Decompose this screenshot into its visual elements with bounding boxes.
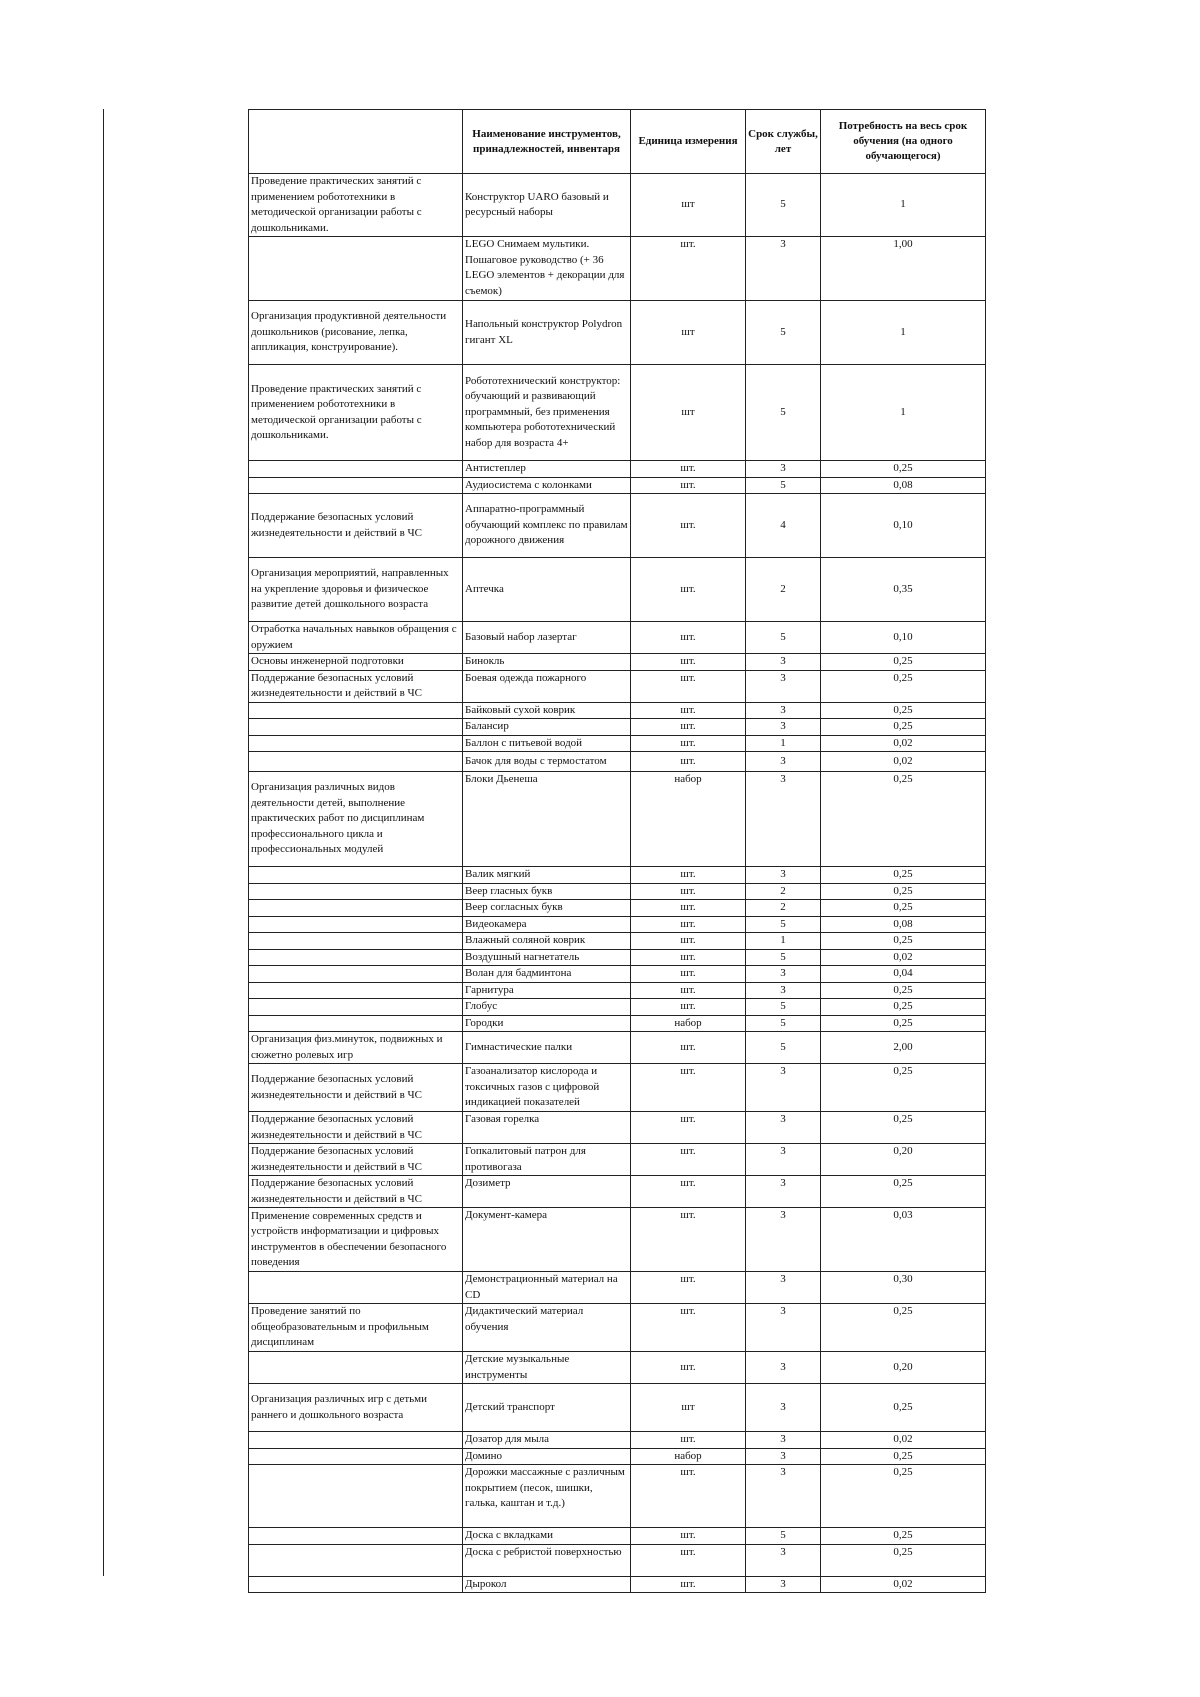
cell-need: 0,25 (821, 999, 986, 1016)
header-unit: Единица измерения (631, 110, 746, 174)
table-row (249, 1144, 986, 1176)
cell-name: Бинокль (463, 654, 631, 671)
cell-name: Воздушный нагнетатель (463, 949, 631, 966)
cell-need: 0,08 (821, 477, 986, 494)
cell-need: 0,35 (821, 558, 986, 622)
cell-name: Влажный соляной коврик (463, 933, 631, 950)
cell-unit: шт. (631, 949, 746, 966)
cell-life: 5 (746, 174, 821, 237)
table-row (249, 670, 986, 702)
cell-life: 5 (746, 999, 821, 1016)
cell-activity (249, 752, 463, 772)
table-row (249, 622, 986, 654)
cell-activity (249, 916, 463, 933)
cell-need: 0,08 (821, 916, 986, 933)
cell-life: 3 (746, 1432, 821, 1449)
cell-life: 3 (746, 1448, 821, 1465)
cell-name: Конструктор UARO базовый и ресурсный наборы (463, 174, 631, 237)
cell-activity: Поддержание безопасных условий жизнедеятельности и действий в ЧС (249, 1064, 463, 1112)
cell-life: 3 (746, 1144, 821, 1176)
cell-need: 0,25 (821, 1544, 986, 1576)
cell-need: 0,20 (821, 1144, 986, 1176)
cell-life: 3 (746, 1576, 821, 1593)
cell-activity (249, 949, 463, 966)
cell-name: Дырокол (463, 1576, 631, 1593)
cell-need: 0,02 (821, 1576, 986, 1593)
cell-unit: шт. (631, 558, 746, 622)
cell-name: Блоки Дьенеша (463, 772, 631, 867)
cell-unit: шт. (631, 1465, 746, 1528)
header-activity (249, 110, 463, 174)
table-row (249, 461, 986, 478)
cell-name: Доска с ребристой поверхностью (463, 1544, 631, 1576)
cell-name: Баллон с питьевой водой (463, 735, 631, 752)
cell-life: 5 (746, 1015, 821, 1032)
cell-need: 0,25 (821, 1384, 986, 1432)
cell-unit: шт. (631, 1064, 746, 1112)
cell-activity: Организация продуктивной деятельности дошкольников (рисование, лепка, аппликация, конструирование). (249, 301, 463, 365)
cell-unit: шт. (631, 883, 746, 900)
cell-name: Аппаратно-программный обучающий комплекс по правилам дорожного движения (463, 494, 631, 558)
cell-need: 0,20 (821, 1352, 986, 1384)
cell-name: Волан для бадминтона (463, 966, 631, 983)
cell-unit: шт. (631, 1144, 746, 1176)
cell-activity (249, 900, 463, 917)
cell-activity: Отработка начальных навыков обращения с оружием (249, 622, 463, 654)
cell-activity: Организация различных игр с детьми раннего и дошкольного возраста (249, 1384, 463, 1432)
table-row (249, 1015, 986, 1032)
cell-name: Аптечка (463, 558, 631, 622)
cell-life: 3 (746, 966, 821, 983)
cell-unit: шт. (631, 966, 746, 983)
cell-life: 5 (746, 477, 821, 494)
table-row (249, 301, 986, 365)
table-row (249, 916, 986, 933)
cell-name: Городки (463, 1015, 631, 1032)
cell-unit: шт. (631, 670, 746, 702)
cell-life: 3 (746, 1352, 821, 1384)
cell-activity (249, 477, 463, 494)
cell-need: 1 (821, 365, 986, 461)
header-life: Срок службы, лет (746, 110, 821, 174)
cell-activity (249, 1432, 463, 1449)
cell-name: Базовый набор лазертаг (463, 622, 631, 654)
cell-name: Доска с вкладками (463, 1528, 631, 1545)
cell-unit: шт. (631, 1112, 746, 1144)
cell-activity: Организация различных видов деятельности детей, выполнение практических работ по дисциплинам профессионального цикла и профессиональных модулей (249, 772, 463, 867)
table-row (249, 1576, 986, 1593)
cell-unit: шт. (631, 1208, 746, 1272)
table-row (249, 1465, 986, 1528)
cell-name: Гарнитура (463, 982, 631, 999)
cell-unit: шт. (631, 1304, 746, 1352)
cell-unit: набор (631, 1448, 746, 1465)
cell-life: 5 (746, 1032, 821, 1064)
cell-activity: Поддержание безопасных условий жизнедеятельности и действий в ЧС (249, 1112, 463, 1144)
cell-activity: Поддержание безопасных условий жизнедеятельности и действий в ЧС (249, 494, 463, 558)
cell-need: 0,02 (821, 949, 986, 966)
cell-unit: шт. (631, 1576, 746, 1593)
cell-activity: Организация физ.минуток, подвижных и сюжетно ролевых игр (249, 1032, 463, 1064)
cell-need: 0,10 (821, 622, 986, 654)
cell-unit: шт. (631, 867, 746, 884)
cell-activity (249, 1352, 463, 1384)
table-row (249, 702, 986, 719)
cell-unit: шт. (631, 702, 746, 719)
cell-need: 0,25 (821, 1528, 986, 1545)
cell-activity: Поддержание безопасных условий жизнедеятельности и действий в ЧС (249, 670, 463, 702)
cell-life: 3 (746, 719, 821, 736)
cell-need: 1 (821, 174, 986, 237)
cell-life: 3 (746, 1112, 821, 1144)
cell-activity (249, 999, 463, 1016)
table-row (249, 949, 986, 966)
cell-activity (249, 719, 463, 736)
cell-name: Робототехнический конструктор: обучающий и развивающий программный, без применения компьютера робототехнический набор для возраста 4+ (463, 365, 631, 461)
cell-life: 1 (746, 933, 821, 950)
cell-unit: набор (631, 772, 746, 867)
cell-need: 0,25 (821, 1448, 986, 1465)
table-row (249, 1208, 986, 1272)
cell-need: 0,25 (821, 461, 986, 478)
cell-name: Видеокамера (463, 916, 631, 933)
cell-life: 3 (746, 1465, 821, 1528)
cell-life: 3 (746, 772, 821, 867)
table-row (249, 1176, 986, 1208)
cell-activity: Поддержание безопасных условий жизнедеятельности и действий в ЧС (249, 1144, 463, 1176)
cell-need: 0,02 (821, 752, 986, 772)
cell-name: Балансир (463, 719, 631, 736)
table-row (249, 1032, 986, 1064)
cell-name: Дорожки массажные с различным покрытием (песок, шишки, галька, каштан и т.д.) (463, 1465, 631, 1528)
cell-unit: шт. (631, 494, 746, 558)
cell-name: Аудиосистема с колонками (463, 477, 631, 494)
cell-name: Дозиметр (463, 1176, 631, 1208)
table-row (249, 1352, 986, 1384)
table-row (249, 1528, 986, 1545)
cell-need: 0,25 (821, 1112, 986, 1144)
cell-life: 5 (746, 916, 821, 933)
table-row (249, 654, 986, 671)
cell-name: Газоанализатор кислорода и токсичных газов с цифровой индикацией показателей (463, 1064, 631, 1112)
cell-life: 2 (746, 900, 821, 917)
cell-unit: набор (631, 1015, 746, 1032)
cell-unit: шт. (631, 933, 746, 950)
cell-unit: шт. (631, 1032, 746, 1064)
cell-name: Боевая одежда пожарного (463, 670, 631, 702)
cell-unit: шт. (631, 999, 746, 1016)
cell-activity (249, 1528, 463, 1545)
table-row (249, 883, 986, 900)
cell-need: 0,25 (821, 654, 986, 671)
cell-life: 3 (746, 1208, 821, 1272)
cell-activity (249, 1015, 463, 1032)
cell-name: Дидактический материал обучения (463, 1304, 631, 1352)
table-row (249, 900, 986, 917)
cell-name: Байковый сухой коврик (463, 702, 631, 719)
cell-unit: шт. (631, 1432, 746, 1449)
cell-unit: шт. (631, 719, 746, 736)
table-row (249, 174, 986, 237)
cell-activity (249, 1448, 463, 1465)
cell-life: 2 (746, 883, 821, 900)
cell-name: Детский транспорт (463, 1384, 631, 1432)
cell-life: 5 (746, 1528, 821, 1545)
cell-name: LEGO Снимаем мультики. Пошаговое руководство (+ 36 LEGO элементов + декорации для съемок) (463, 237, 631, 301)
cell-activity: Проведение практических занятий с применением робототехники в методической организации работы с дошкольниками. (249, 174, 463, 237)
header-name: Наименование инструментов, принадлежностей, инвентаря (463, 110, 631, 174)
cell-life: 3 (746, 461, 821, 478)
cell-activity: Применение современных средств и устройств информатизации и цифровых инструментов в обеспечении безопасного поведения (249, 1208, 463, 1272)
table-row (249, 1384, 986, 1432)
table-row (249, 1304, 986, 1352)
cell-need: 0,25 (821, 883, 986, 900)
cell-activity (249, 883, 463, 900)
cell-activity (249, 461, 463, 478)
cell-unit: шт. (631, 1176, 746, 1208)
table-row (249, 867, 986, 884)
cell-unit: шт. (631, 1544, 746, 1576)
cell-unit: шт. (631, 916, 746, 933)
cell-activity (249, 735, 463, 752)
cell-need: 1 (821, 301, 986, 365)
cell-need: 2,00 (821, 1032, 986, 1064)
table-row (249, 933, 986, 950)
cell-life: 3 (746, 1272, 821, 1304)
cell-need: 0,25 (821, 719, 986, 736)
cell-name: Напольный конструктор Polydron гигант XL (463, 301, 631, 365)
cell-need: 0,25 (821, 1465, 986, 1528)
cell-name: Дозатор для мыла (463, 1432, 631, 1449)
cell-life: 3 (746, 752, 821, 772)
cell-life: 4 (746, 494, 821, 558)
cell-need: 0,25 (821, 1015, 986, 1032)
cell-activity (249, 1465, 463, 1528)
cell-life: 2 (746, 558, 821, 622)
cell-name: Гопкалитовый патрон для противогаза (463, 1144, 631, 1176)
cell-name: Антистеплер (463, 461, 631, 478)
table-row (249, 1432, 986, 1449)
table-row (249, 237, 986, 301)
cell-name: Глобус (463, 999, 631, 1016)
cell-life: 3 (746, 654, 821, 671)
cell-name: Валик мягкий (463, 867, 631, 884)
cell-unit: шт (631, 365, 746, 461)
cell-life: 5 (746, 949, 821, 966)
cell-need: 0,25 (821, 867, 986, 884)
table-body (249, 174, 986, 1593)
cell-name: Газовая горелка (463, 1112, 631, 1144)
table-row (249, 772, 986, 867)
cell-unit: шт. (631, 1528, 746, 1545)
table-row (249, 1272, 986, 1304)
header-need: Потребность на весь срок обучения (на одного обучающегося) (821, 110, 986, 174)
document-table-container (248, 109, 985, 1593)
table-row (249, 1112, 986, 1144)
cell-life: 3 (746, 982, 821, 999)
cell-need: 0,25 (821, 982, 986, 999)
table-row (249, 735, 986, 752)
table-row (249, 982, 986, 999)
cell-need: 0,25 (821, 670, 986, 702)
cell-life: 3 (746, 1544, 821, 1576)
cell-unit: шт. (631, 622, 746, 654)
cell-activity: Поддержание безопасных условий жизнедеятельности и действий в ЧС (249, 1176, 463, 1208)
cell-unit: шт. (631, 1352, 746, 1384)
cell-unit: шт. (631, 1272, 746, 1304)
table-row (249, 719, 986, 736)
cell-need: 0,25 (821, 772, 986, 867)
table-row (249, 494, 986, 558)
cell-name: Гимнастические палки (463, 1032, 631, 1064)
table-row (249, 999, 986, 1016)
cell-need: 0,02 (821, 1432, 986, 1449)
cell-unit: шт. (631, 461, 746, 478)
cell-unit: шт. (631, 654, 746, 671)
cell-activity (249, 933, 463, 950)
cell-need: 0,25 (821, 933, 986, 950)
cell-life: 1 (746, 735, 821, 752)
cell-unit: шт. (631, 477, 746, 494)
cell-name: Веер согласных букв (463, 900, 631, 917)
cell-life: 5 (746, 622, 821, 654)
cell-life: 3 (746, 1304, 821, 1352)
cell-activity: Основы инженерной подготовки (249, 654, 463, 671)
table-row (249, 1544, 986, 1576)
cell-life: 3 (746, 237, 821, 301)
table-row (249, 558, 986, 622)
table-row (249, 752, 986, 772)
cell-need: 0,25 (821, 1064, 986, 1112)
cell-need: 0,02 (821, 735, 986, 752)
cell-need: 0,25 (821, 900, 986, 917)
cell-unit: шт (631, 174, 746, 237)
cell-activity (249, 966, 463, 983)
cell-need: 0,10 (821, 494, 986, 558)
cell-name: Детские музыкальные инструменты (463, 1352, 631, 1384)
cell-need: 0,30 (821, 1272, 986, 1304)
cell-name: Веер гласных букв (463, 883, 631, 900)
cell-unit: шт. (631, 237, 746, 301)
cell-activity: Проведение практических занятий с применением робототехники в методической организации работы с дошкольниками. (249, 365, 463, 461)
cell-unit: шт. (631, 735, 746, 752)
cell-name: Демонстрационный материал на CD (463, 1272, 631, 1304)
cell-need: 0,25 (821, 702, 986, 719)
cell-life: 3 (746, 702, 821, 719)
cell-unit: шт (631, 301, 746, 365)
table-row (249, 365, 986, 461)
table-row (249, 477, 986, 494)
table-header-row (249, 110, 986, 174)
cell-unit: шт (631, 1384, 746, 1432)
cell-activity: Проведение занятий по общеобразовательным и профильным дисциплинам (249, 1304, 463, 1352)
cell-activity: Организация мероприятий, направленных на укрепление здоровья и физическое развитие детей дошкольного возраста (249, 558, 463, 622)
cell-activity (249, 982, 463, 999)
cell-need: 0,03 (821, 1208, 986, 1272)
cell-activity (249, 237, 463, 301)
table-row (249, 966, 986, 983)
cell-activity (249, 1272, 463, 1304)
cell-life: 3 (746, 1384, 821, 1432)
cell-name: Бачок для воды с термостатом (463, 752, 631, 772)
cell-name: Домино (463, 1448, 631, 1465)
cell-unit: шт. (631, 982, 746, 999)
table-row (249, 1448, 986, 1465)
equipment-table (248, 109, 986, 1593)
cell-life: 3 (746, 670, 821, 702)
page-margin-line (103, 109, 104, 1576)
cell-activity (249, 702, 463, 719)
cell-need: 0,25 (821, 1176, 986, 1208)
cell-life: 5 (746, 365, 821, 461)
cell-life: 5 (746, 301, 821, 365)
cell-life: 3 (746, 1064, 821, 1112)
cell-activity (249, 867, 463, 884)
cell-name: Документ-камера (463, 1208, 631, 1272)
cell-need: 0,04 (821, 966, 986, 983)
cell-unit: шт. (631, 752, 746, 772)
cell-unit: шт. (631, 900, 746, 917)
cell-life: 3 (746, 1176, 821, 1208)
cell-life: 3 (746, 867, 821, 884)
cell-need: 0,25 (821, 1304, 986, 1352)
cell-activity (249, 1576, 463, 1593)
table-row (249, 1064, 986, 1112)
cell-need: 1,00 (821, 237, 986, 301)
cell-activity (249, 1544, 463, 1576)
